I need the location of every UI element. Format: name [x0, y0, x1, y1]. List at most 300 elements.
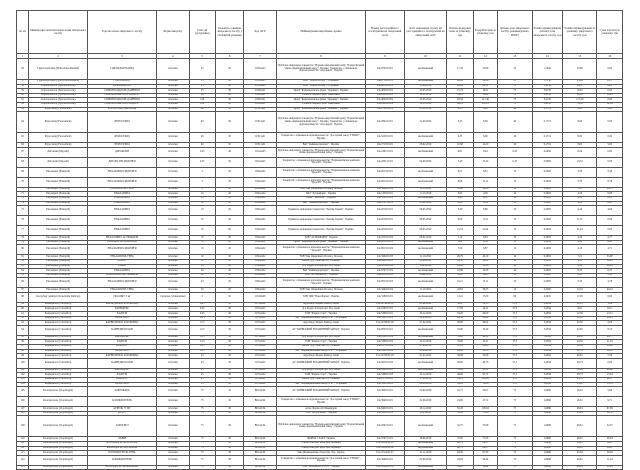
table-cell: 3,4584 [532, 316, 562, 321]
table-cell: 23,69 [473, 59, 497, 80]
table-cell: Фуросемід (Furosemide) [29, 112, 88, 133]
table-cell: Спіронолактон (Spironolactone) [29, 84, 88, 89]
table-cell: 30 [215, 446, 243, 451]
table-cell: 0,00 [597, 89, 623, 94]
table-cell: 10,68 [447, 143, 473, 148]
table-cell: 67,09 [597, 407, 623, 412]
column-header: Роздрібна ціна за упаковку, грн [473, 11, 497, 54]
table-cell: 30 [215, 177, 243, 187]
table-cell: Ауробіндо Фарма Лімітед, Індія [276, 354, 365, 359]
table-cell: 65 [17, 133, 29, 143]
table-cell: 30 [215, 441, 243, 446]
table-cell: 8,00 [562, 133, 597, 143]
table-cell: таблетки [157, 407, 189, 412]
table-cell: 8,00 [473, 112, 497, 133]
table-cell: 0,25 [498, 157, 533, 167]
table-cell: 4,71 [597, 245, 623, 255]
table-cell: UA/6732/01/01 [366, 59, 405, 80]
table-cell: 27.06.2019 [404, 378, 447, 383]
table-cell: ЕНАЛАПРИЛ [88, 226, 157, 236]
table-cell: UA/4331/01/01 [366, 157, 405, 167]
table-cell: Фуросемід (Furosemide) [29, 133, 88, 143]
table-cell: UA/0913/01/03 [366, 278, 405, 288]
column-header: Форма випуску [157, 11, 189, 54]
table-cell: 0,00 [597, 107, 623, 112]
table-cell: ТОВ "Фарма Старт", Україна [276, 373, 365, 378]
table-cell: 37,5 [498, 373, 533, 378]
table-cell: C03CA01 [244, 112, 276, 133]
table-cell: Товариство з обмеженою відповідальністю "Фармацевтична компанія "Здоров'я", Україна [276, 245, 365, 255]
table-cell: 30 [215, 302, 243, 307]
table-cell: Товариство з обмеженою відповідальністю "Дослідний завод "ГНЦЛС", Україна [276, 397, 365, 407]
table-cell: необмежений [404, 240, 447, 245]
column-header: Найменування виробника, країна [276, 11, 365, 54]
table-cell: 3,4584 [532, 302, 562, 307]
table-cell: 4,16 [562, 245, 597, 255]
table-cell: 26,00 [473, 312, 497, 317]
table-cell: таблетки [157, 455, 189, 465]
table-cell: 40 [189, 143, 215, 148]
table-cell: 12,11 [473, 177, 497, 187]
table-cell: таблетки [157, 312, 189, 317]
table-cell: UA/3787/01/01 [366, 437, 405, 442]
table-cell: 75 [189, 407, 215, 412]
table-cell: 89,16 [447, 102, 473, 107]
table-cell: 8,81 [473, 167, 497, 177]
table-cell: Клопідогрель (Clopidogrel) [29, 441, 88, 446]
table-cell: ТОВ "Фарма Старт", Україна [276, 340, 365, 345]
table-cell: 18,45 [597, 259, 623, 264]
table-cell: ТОВ Тева Оперейшнз Поланд, Польща [276, 288, 365, 293]
table-cell: 24.12.2019 [404, 373, 447, 378]
table-cell: 75 [498, 437, 533, 442]
table-cell: 05.12.2019 [404, 201, 447, 206]
table-cell: 75 [498, 387, 533, 397]
table-cell: ТАЛЛІТОН® [88, 349, 157, 354]
table-cell: 89 [17, 302, 29, 307]
table-cell: 20 [215, 278, 243, 288]
table-cell: 12,5 [189, 349, 215, 354]
table-cell: 5,48 [597, 167, 623, 177]
table-cell: 01.02.2022 [404, 302, 447, 307]
table-cell: 02.09.2020 [404, 397, 447, 407]
table-cell: 20 [215, 93, 243, 98]
table-cell: КАРІУМ [88, 373, 157, 378]
table-cell: 30 [215, 416, 243, 437]
table-cell: UA/2992/01/01 [366, 112, 405, 133]
table-cell: ПрАТ "Фармацевтична фірма "Дарниця", Україна [276, 240, 365, 245]
table-cell: UA/2710/01/01 [366, 143, 405, 148]
table-cell: 43,93 [447, 465, 473, 470]
table-cell: C03DA01 [244, 93, 276, 98]
table-cell: 0,00 [597, 216, 623, 226]
table-cell: 11.10.2022 [404, 187, 447, 192]
table-cell: ФУРОСЕМІД [88, 143, 157, 148]
table-cell: B01AC04 [244, 446, 276, 451]
table-cell: Клопідогрель (Clopidogrel) [29, 397, 88, 407]
table-cell: Клопідогрель (Clopidogrel) [29, 416, 88, 437]
table-cell: 30 [215, 373, 243, 378]
table-cell: 40 [215, 147, 243, 157]
table-cell: таблетки [157, 259, 189, 264]
table-cell: 59,44 [473, 455, 497, 465]
table-cell: 64,60 [597, 368, 623, 373]
table-cell: КОРІОЛ® [88, 378, 157, 383]
table-cell: Клопідогрель (Clopidogrel) [29, 446, 88, 451]
table-cell: 28 [215, 451, 243, 456]
table-cell: Еналаприл (Enalapril) [29, 264, 88, 269]
table-cell: 70 [17, 177, 29, 187]
table-cell: 92 [17, 316, 29, 321]
table-cell: 0,2082 [532, 255, 562, 260]
table-cell: 84,37 [473, 441, 497, 446]
table-cell: 8,33 [562, 269, 597, 274]
table-cell: 1,6086 [532, 455, 562, 465]
table-cell: 7,21 [562, 255, 597, 260]
table-cell: ЗАТ "Фармацевтичний завод ЕГІС", Угорщина [276, 349, 365, 354]
drug-reimbursement-table [16, 10, 623, 470]
table-cell: 6,35 [447, 107, 473, 112]
table-cell: таблетки [157, 465, 189, 470]
table-cell: 0,00 [597, 133, 623, 143]
table-cell: 94 [17, 325, 29, 335]
table-cell: 4,56 [562, 240, 597, 245]
table-cell: таблетки [157, 269, 189, 274]
table-cell: 5 [189, 167, 215, 177]
table-row [17, 358, 623, 368]
table-cell: 75 [498, 102, 533, 107]
table-cell: UA/3464/01/03 [366, 255, 405, 260]
table-cell: 75 [189, 465, 215, 470]
table-cell: 50 [215, 157, 243, 167]
table-cell: 08.02.2019 [404, 273, 447, 278]
table-cell: 33,00 [447, 340, 473, 345]
table-cell: необмежений [404, 245, 447, 255]
table-cell: 23,69 [562, 80, 597, 85]
table-cell: 71 [17, 187, 29, 192]
table-cell: 47,20 [447, 345, 473, 350]
table-cell: 4,16 [562, 206, 597, 216]
table-cell: 30,93 [597, 93, 623, 98]
table-cell: таблетки [157, 59, 189, 80]
table-cell: Товариство з обмеженою відповідальністю "Дослідний завод "ГНЦЛС", Україна [276, 455, 365, 465]
table-cell: АТ "КИЇВСЬКИЙ ВІТАМІННИЙ ЗАВОД", Україна [276, 358, 365, 368]
table-cell: таблетки [157, 340, 189, 345]
table-cell: 21.03.2021 [404, 411, 447, 416]
table-cell: 13,11 [473, 278, 497, 288]
table-cell: 10 [498, 167, 533, 177]
table-cell: 34,67 [597, 446, 623, 451]
table-cell: 111,21 [473, 102, 497, 107]
table-cell: КАРІУМ [88, 340, 157, 345]
table-cell: UA/3464/01/02 [366, 187, 405, 192]
table-cell: 48,61 [562, 354, 597, 359]
column-number: 11 [447, 54, 473, 59]
table-cell: C07AG02 [244, 325, 276, 335]
table-cell: ТОВ "Фарма Старт", Україна [276, 312, 365, 317]
table-cell: Еналаприл (Enalapril) [29, 206, 88, 216]
column-number: 15 [562, 54, 597, 59]
table-cell: ГІПОТІАЗИД® [88, 80, 157, 85]
table-cell: ТАЛЛІТОН® [88, 382, 157, 387]
table-cell: Еналаприл (Enalapril) [29, 273, 88, 278]
table-cell: 0,2082 [532, 187, 562, 192]
table-cell: 91 [17, 312, 29, 317]
table-cell: 3,4584 [532, 325, 562, 335]
table-cell: 11,51 [562, 216, 597, 226]
table-cell: 10 [189, 264, 215, 269]
table-cell: 75 [189, 416, 215, 437]
table-cell: 50 [215, 292, 243, 302]
table-cell: 73 [17, 196, 29, 201]
table-cell: 8,00 [473, 133, 497, 143]
table-cell: 3,4584 [532, 321, 562, 326]
table-cell: 37,5 [498, 302, 533, 307]
table-cell: 10 [215, 387, 243, 397]
table-cell: 25 [189, 373, 215, 378]
table-cell: Товариство з обмеженою відповідальністю "Фармацевтична компанія "Здоров'я", Україна [276, 278, 365, 288]
table-cell: 0,2082 [532, 288, 562, 293]
table-cell: UA/4094/01/01 [366, 89, 405, 94]
table-cell: 37,5 [498, 325, 533, 335]
table-cell: 17,90 [447, 307, 473, 312]
table-cell: ВАТ "Київмедпрепарат", Україна [276, 143, 365, 148]
table-cell: КЛОПІДОГРЕЛЬ-ЗЕНТІВА [88, 441, 157, 446]
table-cell: 26,11 [562, 84, 597, 89]
table-cell: КАРІУМ [88, 312, 157, 317]
table-cell: 11,44 [597, 465, 623, 470]
table-cell: 21.11.2019 [404, 451, 447, 456]
table-cell: 48,61 [562, 416, 597, 437]
table-cell: C09AA02 [244, 187, 276, 192]
table-cell: 29,79 [447, 255, 473, 260]
table-cell: 50 [215, 112, 243, 133]
table-cell: 37,5 [498, 340, 533, 345]
table-cell: 34,26 [473, 80, 497, 85]
table-cell: 43,65 [447, 288, 473, 293]
table-cell: 17,09 [562, 292, 597, 302]
table-cell: 10,21 [447, 278, 473, 288]
table-row [17, 292, 623, 302]
table-cell: 24,30 [562, 321, 597, 326]
table-cell: 16,75 [447, 387, 473, 397]
table-cell: ІЗО-МІК® 5 мг [88, 292, 157, 302]
table-cell: Д-р Реддіс Лабораторіс Лтд, Індія [276, 307, 365, 312]
table-cell: 30 [215, 89, 243, 94]
table-cell: 93 [17, 321, 29, 326]
table-cell: АТЕРОКАРД [88, 387, 157, 397]
table-cell: 37,5 [498, 316, 533, 321]
table-cell: 26.02.2019 [404, 143, 447, 148]
table-cell: 1,6086 [532, 437, 562, 442]
table-cell: 8,40 [447, 196, 473, 201]
table-cell: 10,89 [447, 269, 473, 274]
table-cell: 50 [215, 107, 243, 112]
column-number: 16 [597, 54, 623, 59]
table-cell: 58,22 [447, 382, 473, 387]
table-cell: 30,52 [597, 411, 623, 416]
table-cell: 37,5 [498, 382, 533, 387]
table-cell: 61 [17, 98, 29, 103]
table-cell: 22,07 [597, 416, 623, 437]
table-cell: КАРВЕДИЛОЛ АУРОБІНДО [88, 354, 157, 359]
table-cell: C01DA08 [244, 292, 276, 302]
table-cell: ВАТ "Гедеон Ріхтер", Угорщина [276, 80, 365, 85]
table-cell: ЕНАЛАПРИЛ-ДАРНИЦЯ [88, 240, 157, 245]
table-cell: 102 [17, 373, 29, 378]
table-cell: таблетки [157, 368, 189, 373]
table-cell: таблетки [157, 102, 189, 107]
table-cell: 85,21 [447, 378, 473, 383]
table-cell: таблетки [157, 157, 189, 167]
table-cell: ФУРОСЕМІД [88, 133, 157, 143]
table-cell: 08.02.2019 [404, 236, 447, 241]
table-cell: таблетки [157, 335, 189, 340]
table-cell: 5 [189, 177, 215, 187]
table-cell: 109 [17, 416, 29, 437]
table-cell: 10 [498, 255, 533, 260]
table-cell: ТОВ "ФАРМЕКС ГРУП", Україна [276, 465, 365, 470]
table-cell: 110 [17, 437, 29, 442]
table-cell: 66 [17, 143, 29, 148]
column-number: 12 [473, 54, 497, 59]
table-cell: 4,2945 [532, 292, 562, 302]
table-cell: таблетки [157, 245, 189, 255]
table-cell: Еналаприл (Enalapril) [29, 167, 88, 177]
table-cell: 19,91 [473, 89, 497, 94]
table-cell: 02.04.2020 [404, 387, 447, 397]
table-cell: 10 [498, 278, 533, 288]
table-cell: 26,26 [447, 80, 473, 85]
table-cell: Клопідогрель (Clopidogrel) [29, 437, 88, 442]
table-cell: 0,2082 [532, 206, 562, 216]
table-cell: Еналаприл (Enalapril) [29, 177, 88, 187]
table-cell: таблетки [157, 302, 189, 307]
table-cell: UA/5366/01/03 [366, 373, 405, 378]
table-cell: 22,68 [562, 345, 597, 350]
table-cell: КЛОПІДОГРЕЛЬ [88, 455, 157, 465]
table-row [17, 397, 623, 407]
table-cell: 75 [189, 451, 215, 456]
table-cell: Еналаприл (Enalapril) [29, 236, 88, 241]
table-cell: 107 [17, 407, 29, 412]
table-cell: 75 [498, 411, 533, 416]
table-cell: необмежений [404, 292, 447, 302]
table-cell: КЛОПІДОГРЕЛЬ-САНОФІ [88, 446, 157, 451]
table-cell: 75 [498, 93, 533, 98]
table-cell: 25 [498, 80, 533, 85]
table-cell: необмежений [404, 325, 447, 335]
table-row [17, 59, 623, 80]
table-cell: необмежений [404, 177, 447, 187]
table-cell: 81 [17, 255, 29, 260]
column-header: № з/п [17, 11, 29, 54]
table-cell: 5 [189, 292, 215, 302]
table-cell: 10 [498, 288, 533, 293]
table-cell: UA/12796/01/02 [366, 321, 405, 326]
table-cell: UA/0182/01/02 [366, 335, 405, 340]
table-cell: таблетки [157, 192, 189, 197]
table-cell: 78 [17, 236, 29, 241]
table-cell: 20 [215, 240, 243, 245]
table-cell: 23.12.2019 [404, 107, 447, 112]
table-cell: 62,75 [447, 441, 473, 446]
table-cell: Карведилол (Carvedilol) [29, 321, 88, 326]
table-cell: 21,01 [597, 340, 623, 345]
table-cell: 15.05.2020 [404, 264, 447, 269]
table-cell: 29.12.2020 [404, 407, 447, 412]
table-row [17, 206, 623, 216]
table-cell: 3,82 [447, 240, 473, 245]
table-cell: 117,40 [562, 98, 597, 103]
table-cell: 20 [215, 167, 243, 177]
table-cell: 24,00 [447, 325, 473, 335]
column-header: Розмір відшкодування добової дози лікарського засобу, грн [532, 11, 562, 54]
table-cell: таблетки [157, 167, 189, 177]
table-cell: 6,25 [597, 269, 623, 274]
table-cell: Карведилол (Carvedilol) [29, 368, 88, 373]
table-cell: C09AA02 [244, 240, 276, 245]
table-cell: UA/3930/01/01 [366, 387, 405, 397]
table-cell: ДИГОКСИН-ЗДОРОВ'Я [88, 157, 157, 167]
table-cell: 63 [17, 107, 29, 112]
table-cell: ВАТ "Київмедпрепарат", Україна [276, 201, 365, 206]
table-cell: 12.11.2019 [404, 102, 447, 107]
table-cell: 5 [189, 187, 215, 192]
table-cell: 37,5 [498, 368, 533, 373]
table-cell: UA/5022/01/01 [366, 196, 405, 201]
table-cell: 60 [498, 292, 533, 302]
table-cell: C03CA01 [244, 107, 276, 112]
table-cell: 0,2082 [532, 201, 562, 206]
table-cell: Клопідогрель (Clopidogrel) [29, 465, 88, 470]
table-cell: 108,00 [473, 378, 497, 383]
column-header: Міжнародна непатентована назва лікарського засобу [29, 11, 88, 54]
table-cell: 24.12.2019 [404, 340, 447, 345]
table-cell: 1,1844 [532, 59, 562, 80]
table-cell: UA/3181/01/02 [366, 349, 405, 354]
table-cell: таблетки [157, 316, 189, 321]
table-cell: C07AG02 [244, 354, 276, 359]
table-cell: Клопідогрель (Clopidogrel) [29, 455, 88, 465]
table-cell: ВЕРОШПІРОН [88, 84, 157, 89]
table-cell: UA/6400/01/01 [366, 407, 405, 412]
table-cell: 6,25 [189, 302, 215, 307]
table-cell: C07AG02 [244, 349, 276, 354]
table-cell: Еналаприл (Enalapril) [29, 192, 88, 197]
table-cell: 57,65 [447, 437, 473, 442]
table-cell: 3,9158 [532, 98, 562, 103]
table-cell: ЕНАЛАПРИЛ-ТЕВА [88, 255, 157, 260]
table-cell: таблетки [157, 325, 189, 335]
table-cell: Тева Фармацевтікал Індастріз Лтд., Ізраїль [276, 451, 365, 456]
table-cell: 16,61 [562, 397, 597, 407]
table-cell: таблетки [157, 321, 189, 326]
table-cell: Спіронолактон (Spironolactone) [29, 93, 88, 98]
table-cell: 17,09 [473, 292, 497, 302]
table-cell: 20 [215, 264, 243, 269]
table-cell: Еналаприл (Enalapril) [29, 269, 88, 274]
table-cell: КАРВЕДИЛОЛ-КВ [88, 358, 157, 368]
table-cell: Карведилол (Carvedilol) [29, 312, 88, 317]
table-cell: UA/0913/01/02 [366, 245, 405, 255]
table-cell: 37,5 [498, 354, 533, 359]
table-cell: 10 [498, 264, 533, 269]
table-cell: необмежений [404, 80, 447, 85]
table-row [17, 226, 623, 236]
table-cell: 20 [189, 278, 215, 288]
table-cell: 22,60 [473, 259, 497, 264]
